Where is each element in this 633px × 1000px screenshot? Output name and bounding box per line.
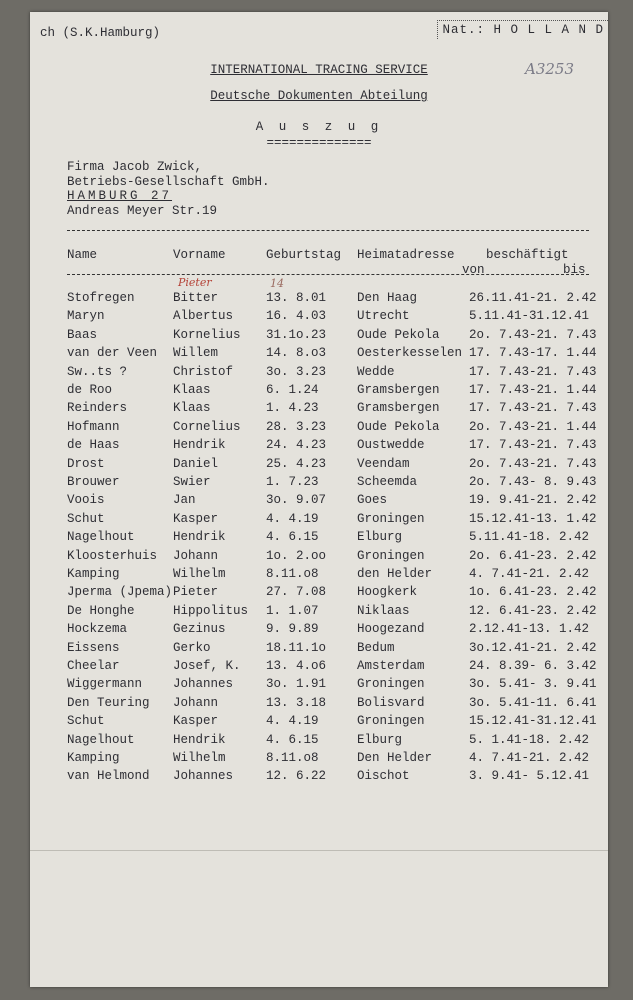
cell-employment-period: 17. 7.43-21. 7.43	[469, 438, 597, 453]
cell-name: Reinders	[67, 401, 128, 416]
cell-name: Cheelar	[67, 659, 120, 673]
cell-birthdate: 8.11.o8	[266, 567, 319, 581]
cell-home-address: Groningen	[357, 511, 425, 526]
cell-name: Maryn	[67, 309, 105, 324]
cell-name: De Honghe	[67, 603, 135, 618]
cell-first-name: Gezinus	[173, 622, 226, 637]
cell-employment-period: 2o. 7.43-21. 7.43	[469, 456, 597, 471]
cell-employment-period: 3. 9.41- 5.12.41	[469, 769, 590, 784]
cell-first-name: Kasper	[173, 714, 219, 729]
table-row	[30, 401, 608, 420]
cell-employment-period: 3o. 5.41- 3. 9.41	[469, 677, 597, 692]
cell-first-name: Jan	[173, 493, 196, 508]
cell-name: Schut	[67, 511, 105, 526]
cell-home-address: Elburg	[357, 530, 403, 545]
cell-employment-period: 15.12.41-13. 1.42	[469, 511, 597, 526]
cell-birthdate: 14. 8.o3	[266, 346, 327, 361]
cell-first-name: Willem	[173, 346, 219, 361]
company-street: Andreas Meyer Str.19	[67, 204, 218, 218]
cell-name: Stofregen	[67, 291, 135, 305]
cell-first-name: Albertus	[173, 309, 234, 324]
title-department: Deutsche Dokumenten Abteilung	[210, 89, 428, 103]
cell-birthdate: 4. 4.19	[266, 511, 319, 526]
table-row	[30, 346, 608, 365]
title-its: INTERNATIONAL TRACING SERVICE	[210, 63, 428, 77]
table-top-rule	[67, 230, 589, 231]
cell-first-name: Kasper	[173, 511, 219, 526]
cell-first-name: Klaas	[173, 401, 211, 416]
table-row	[30, 383, 608, 402]
company-city: HAMBURG 27	[67, 189, 173, 203]
cell-home-address: Gramsbergen	[357, 401, 440, 416]
column-header-name: Name	[67, 248, 98, 262]
table-row	[30, 420, 608, 439]
cell-employment-period: 3o. 5.41-11. 6.41	[469, 695, 597, 710]
table-row	[30, 714, 608, 733]
column-header-birthdate: Geburtstag	[266, 248, 342, 262]
cell-birthdate: 4. 6.15	[266, 530, 319, 545]
cell-birthdate: 27. 7.08	[266, 585, 327, 600]
table-row	[30, 567, 608, 586]
cell-home-address: Oude Pekola	[357, 419, 440, 434]
cell-employment-period: 26.11.41-21. 2.42	[469, 291, 597, 305]
cell-employment-period: 2o. 7.43- 8. 9.43	[469, 475, 597, 489]
company-name: Firma Jacob Zwick,	[67, 160, 203, 174]
cell-home-address: Scheemda	[357, 475, 418, 489]
cell-birthdate: 1. 7.23	[266, 475, 319, 489]
cell-first-name: Hendrik	[173, 530, 226, 545]
cell-name: Kamping	[67, 567, 120, 581]
cell-employment-period: 1o. 6.41-23. 2.42	[469, 585, 597, 600]
cell-birthdate: 1. 1.07	[266, 603, 319, 618]
cell-birthdate: 16. 4.03	[266, 309, 327, 324]
cell-birthdate: 13. 4.o6	[266, 659, 327, 673]
cell-birthdate: 9. 9.89	[266, 622, 319, 637]
cell-employment-period: 17. 7.43-21. 1.44	[469, 383, 597, 397]
handwritten-annotation-first-name: Pieter	[178, 276, 212, 289]
cell-first-name: Cornelius	[173, 419, 241, 434]
cell-first-name: Josef, K.	[173, 659, 241, 673]
document-page	[30, 12, 608, 987]
cell-home-address: Groningen	[357, 548, 425, 563]
cell-name: Nagelhout	[67, 530, 135, 545]
cell-birthdate: 1o. 2.oo	[266, 548, 327, 563]
cell-employment-period: 17. 7.43-17. 1.44	[469, 346, 597, 361]
cell-home-address: Bedum	[357, 640, 395, 655]
table-row	[30, 475, 608, 494]
cell-first-name: Johannes	[173, 769, 234, 784]
table-row	[30, 604, 608, 623]
cell-employment-period: 2o. 7.43-21. 7.43	[469, 327, 597, 342]
cell-first-name: Wilhelm	[173, 567, 226, 581]
cell-employment-period: 5. 1.41-18. 2.42	[469, 732, 590, 747]
cell-first-name: Klaas	[173, 383, 211, 397]
cell-birthdate: 13. 3.18	[266, 695, 327, 710]
table-row	[30, 365, 608, 384]
cell-employment-period: 5.11.41-18. 2.42	[469, 530, 590, 545]
cell-home-address: Groningen	[357, 677, 425, 692]
cell-employment-period: 15.12.41-31.12.41	[469, 714, 597, 729]
cell-employment-period: 2o. 7.43-21. 1.44	[469, 419, 597, 434]
cell-home-address: Wedde	[357, 364, 395, 379]
cell-home-address: Groningen	[357, 714, 425, 729]
cell-home-address: Hoogezand	[357, 622, 425, 637]
column-header-home-address: Heimatadresse	[357, 248, 455, 262]
cell-birthdate: 25. 4.23	[266, 456, 327, 471]
table-row	[30, 309, 608, 328]
table-row	[30, 585, 608, 604]
cell-first-name: Johannes	[173, 677, 234, 692]
table-row	[30, 769, 608, 788]
cell-home-address: Hoogkerk	[357, 585, 418, 600]
cell-birthdate: 4. 6.15	[266, 732, 319, 747]
cell-first-name: Gerko	[173, 640, 211, 655]
table-row	[30, 438, 608, 457]
cell-first-name: Daniel	[173, 456, 219, 471]
cell-employment-period: 12. 6.41-23. 2.42	[469, 603, 597, 618]
cell-home-address: Niklaas	[357, 603, 410, 618]
cell-name: de Haas	[67, 438, 120, 453]
cell-name: van der Veen	[67, 346, 158, 361]
table-row	[30, 659, 608, 678]
title-auszug-underline: ==============	[266, 136, 372, 150]
cell-first-name: Bitter	[173, 291, 219, 305]
cell-employment-period: 17. 7.43-21. 7.43	[469, 364, 597, 379]
cell-name: Schut	[67, 714, 105, 729]
cell-birthdate: 3o. 3.23	[266, 364, 327, 379]
cell-name: Drost	[67, 456, 105, 471]
cell-first-name: Christof	[173, 364, 234, 379]
table-row	[30, 328, 608, 347]
cell-birthdate: 4. 4.19	[266, 714, 319, 729]
table-row	[30, 493, 608, 512]
table-row	[30, 677, 608, 696]
cell-birthdate: 1. 4.23	[266, 401, 319, 416]
cell-employment-period: 3o.12.41-21. 2.42	[469, 640, 597, 655]
cell-employment-period: 5.11.41-31.12.41	[469, 309, 590, 324]
reference-left: ch (S.K.Hamburg)	[40, 26, 161, 40]
table-row	[30, 512, 608, 531]
column-header-employed: beschäftigt	[486, 248, 569, 262]
cell-employment-period: 24. 8.39- 6. 3.42	[469, 659, 597, 673]
column-header-from: von	[462, 263, 485, 277]
cell-employment-period: 2.12.41-13. 1.42	[469, 622, 590, 637]
cell-home-address: Oude Pekola	[357, 327, 440, 342]
cell-birthdate: 13. 8.01	[266, 291, 327, 305]
cell-name: Baas	[67, 327, 98, 342]
cell-birthdate: 28. 3.23	[266, 419, 327, 434]
company-type: Betriebs-Gesellschaft GmbH.	[67, 175, 270, 189]
table-row	[30, 696, 608, 715]
table-row	[30, 751, 608, 770]
cell-name: Wiggermann	[67, 677, 143, 692]
handwritten-annotation-birthdate: 14	[270, 277, 284, 290]
cell-home-address: Den Helder	[357, 751, 433, 765]
cell-home-address: Amsterdam	[357, 659, 425, 673]
table-row	[30, 733, 608, 752]
cell-birthdate: 18.11.1o	[266, 640, 327, 655]
cell-employment-period: 19. 9.41-21. 2.42	[469, 493, 597, 508]
handwritten-number: A3253	[524, 60, 574, 78]
cell-name: Den Teuring	[67, 695, 150, 710]
cell-employment-period: 4. 7.41-21. 2.42	[469, 567, 590, 581]
cell-employment-period: 2o. 6.41-23. 2.42	[469, 548, 597, 563]
cell-name: de Roo	[67, 383, 113, 397]
cell-employment-period: 4. 7.41-21. 2.42	[469, 751, 590, 765]
cell-birthdate: 31.1o.23	[266, 327, 327, 342]
cell-name: Eissens	[67, 640, 120, 655]
cell-name: Kloosterhuis	[67, 548, 158, 563]
cell-home-address: Oesterkesselen	[357, 346, 463, 361]
cell-home-address: Goes	[357, 493, 388, 508]
cell-name: Hofmann	[67, 419, 120, 434]
column-header-to: bis	[563, 263, 586, 277]
column-header-first-name: Vorname	[173, 248, 226, 262]
cell-name: van Helmond	[67, 769, 150, 784]
cell-name: Hockzema	[67, 622, 128, 637]
table-row	[30, 622, 608, 641]
cell-first-name: Swier	[173, 475, 211, 489]
cell-birthdate: 6. 1.24	[266, 383, 319, 397]
table-row	[30, 549, 608, 568]
cell-first-name: Wilhelm	[173, 751, 226, 765]
cell-first-name: Pieter	[173, 585, 219, 600]
cell-home-address: den Helder	[357, 567, 433, 581]
cell-first-name: Hendrik	[173, 438, 226, 453]
cell-name: Kamping	[67, 751, 120, 765]
cell-home-address: Gramsbergen	[357, 383, 440, 397]
cell-birthdate: 3o. 1.91	[266, 677, 327, 692]
cell-first-name: Hippolitus	[173, 603, 249, 618]
cell-employment-period: 17. 7.43-21. 7.43	[469, 401, 597, 416]
table-row	[30, 530, 608, 549]
table-row	[30, 291, 608, 310]
table-row	[30, 457, 608, 476]
cell-birthdate: 8.11.o8	[266, 751, 319, 765]
cell-home-address: Oustwedde	[357, 438, 425, 453]
cell-home-address: Bolisvard	[357, 695, 425, 710]
cell-home-address: Den Haag	[357, 291, 418, 305]
cell-home-address: Oischot	[357, 769, 410, 784]
cell-first-name: Johann	[173, 548, 219, 563]
cell-first-name: Johann	[173, 695, 219, 710]
table-row	[30, 641, 608, 660]
cell-first-name: Kornelius	[173, 327, 241, 342]
cell-birthdate: 12. 6.22	[266, 769, 327, 784]
cell-home-address: Elburg	[357, 732, 403, 747]
cell-name: Sw..ts ?	[67, 364, 128, 379]
cell-home-address: Utrecht	[357, 309, 410, 324]
cell-birthdate: 3o. 9.07	[266, 493, 327, 508]
cell-name: Jperma (Jpema)	[67, 585, 173, 600]
nationality-label: Nat.: H O L L A N D	[437, 20, 608, 39]
title-auszug: A u s z u g	[255, 120, 383, 134]
cell-name: Brouwer	[67, 475, 120, 489]
table-header-rule	[67, 274, 589, 275]
cell-name: Nagelhout	[67, 732, 135, 747]
cell-birthdate: 24. 4.23	[266, 438, 327, 453]
cell-name: Voois	[67, 493, 105, 508]
cell-home-address: Veendam	[357, 456, 410, 471]
cell-first-name: Hendrik	[173, 732, 226, 747]
